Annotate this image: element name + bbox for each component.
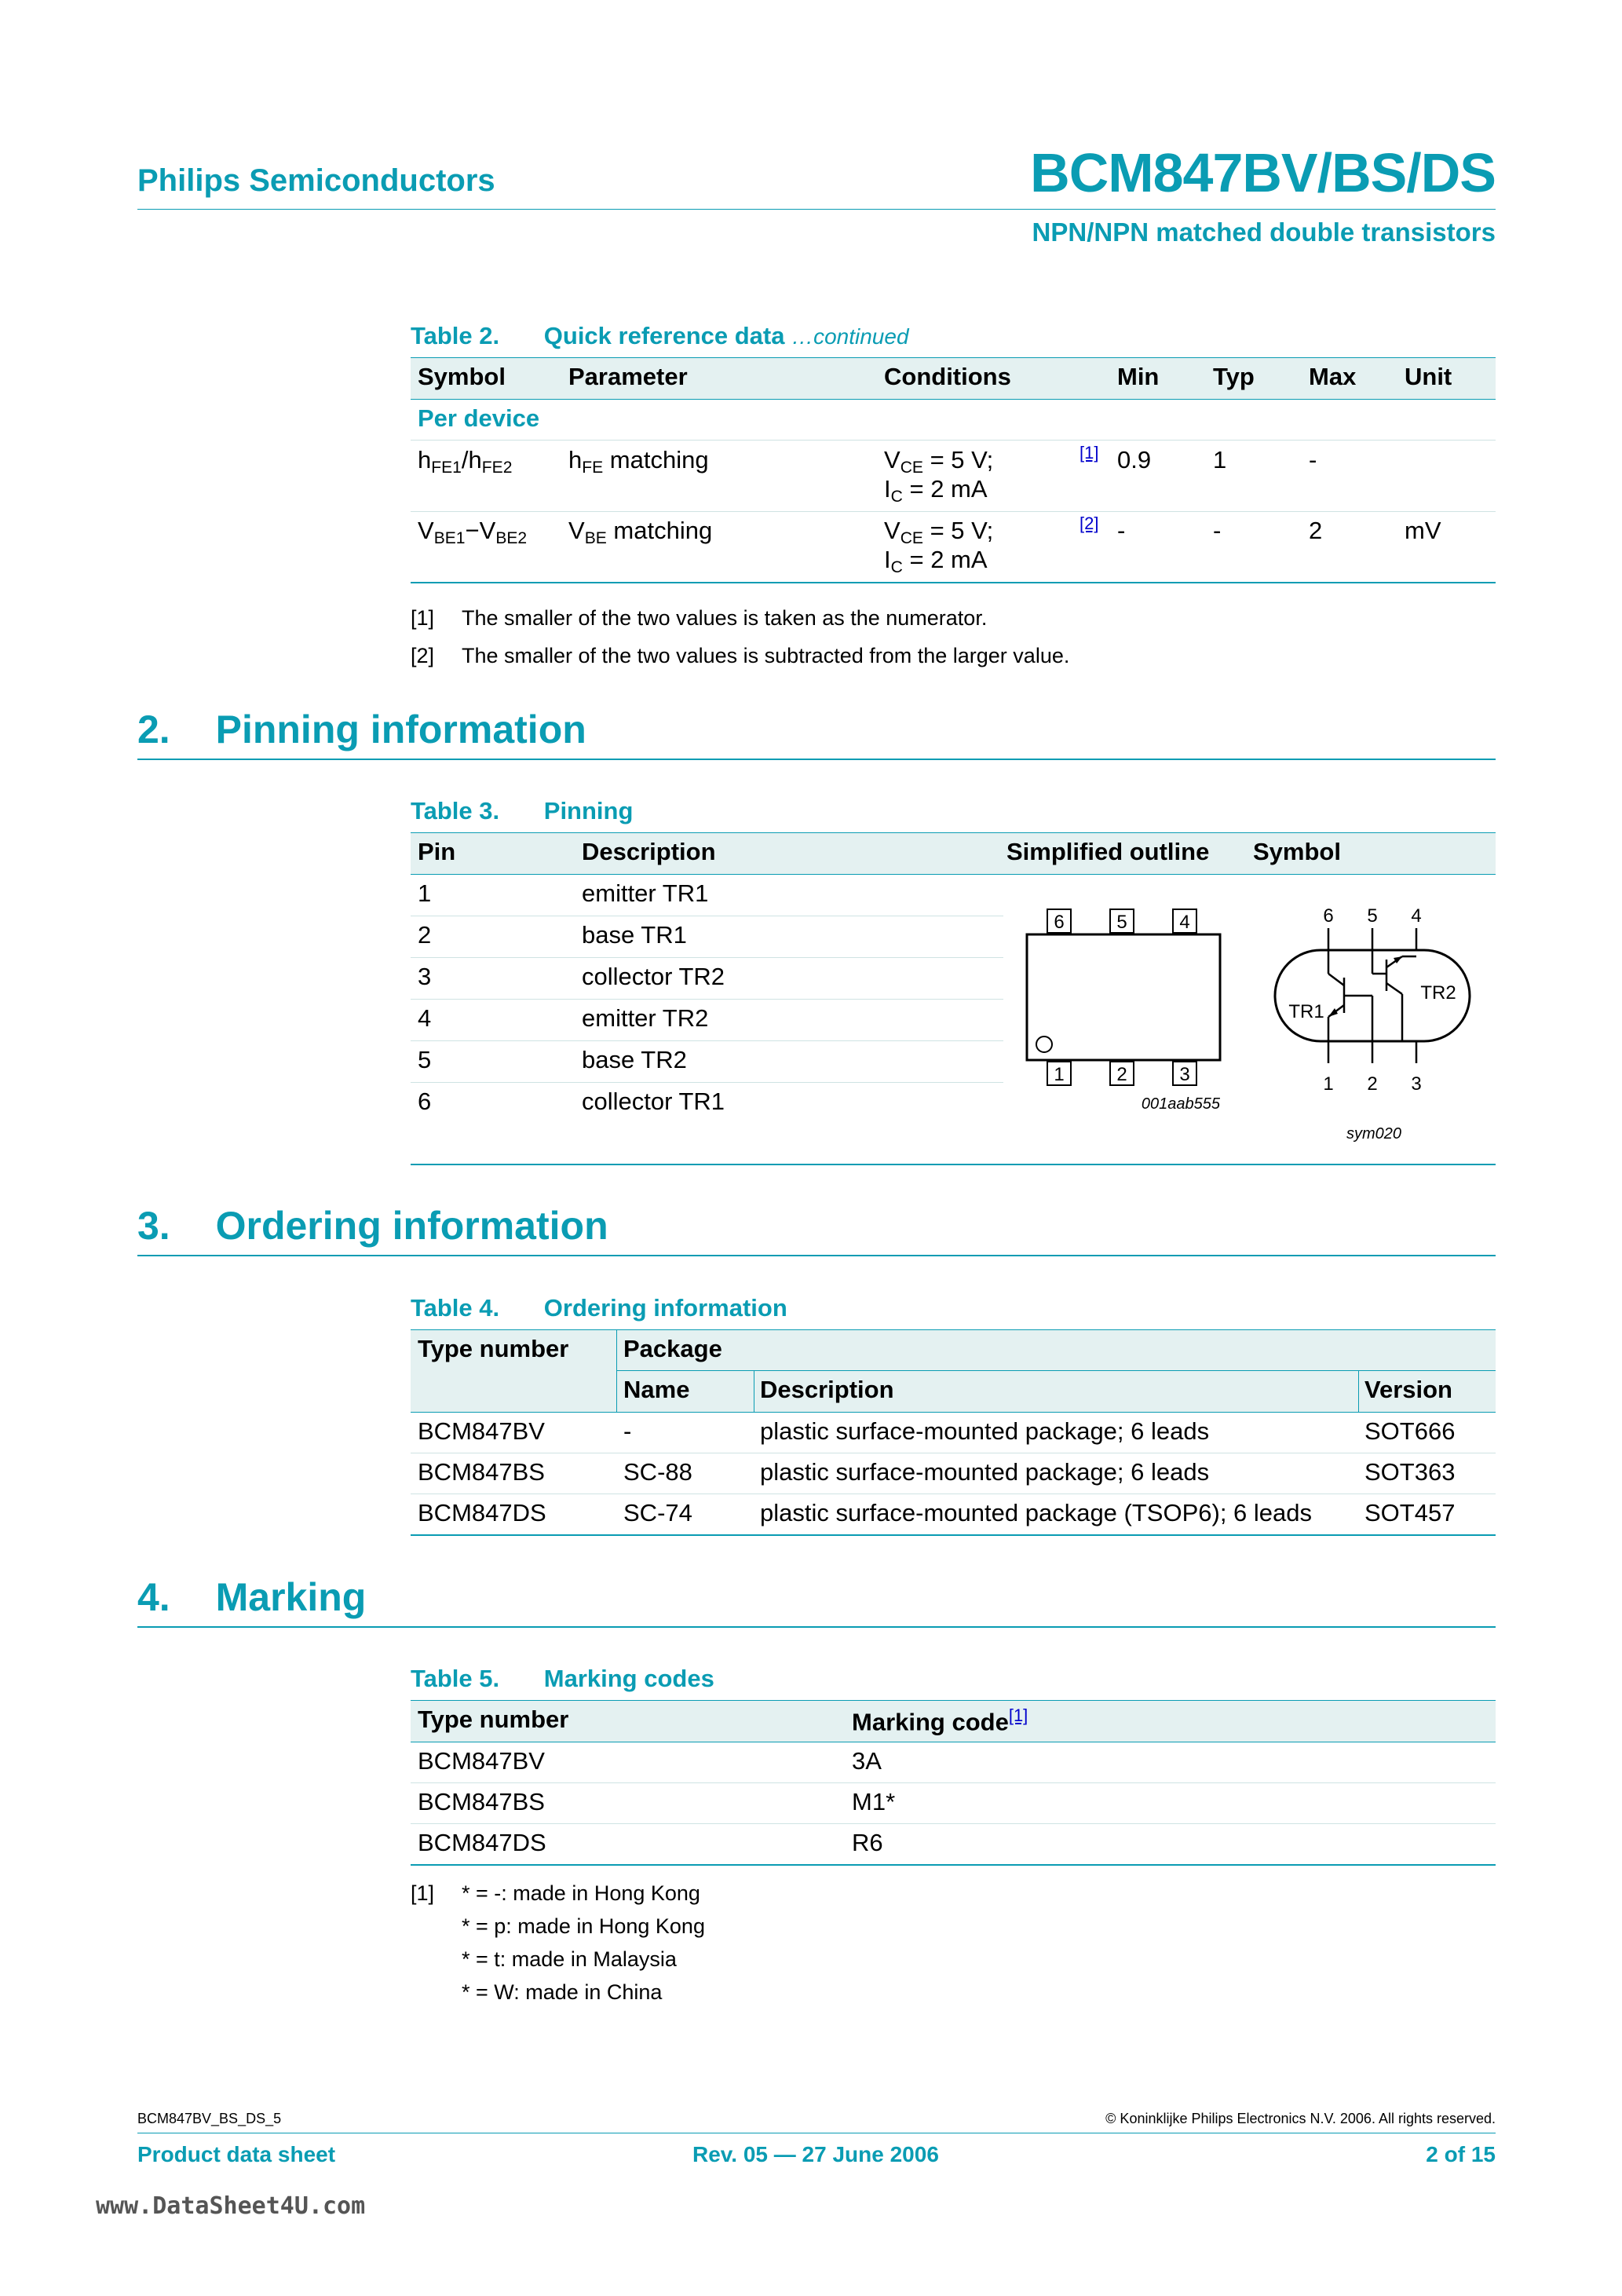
table2-row2-footnote-link[interactable]: [2]	[1080, 514, 1099, 533]
section3-heading	[137, 1203, 608, 1249]
symbol-pin-6: 6	[1323, 905, 1334, 927]
table3-number: Table 3.	[411, 797, 500, 824]
table2-col-unit: Unit	[1405, 363, 1452, 390]
table4-row3-version: SOT457	[1364, 1499, 1456, 1526]
table2-row1-footnote-link[interactable]: [1]	[1080, 443, 1099, 462]
table2-row1-symbol: $h_{FE1}/h_{FE2}$	[418, 446, 513, 477]
table2-row2-conditions-line1: $V_{CE} = 5$ V;	[884, 517, 994, 547]
table2-row1-rule	[411, 511, 1496, 512]
table3-row-rule	[411, 1082, 1003, 1083]
table2-row1-conditions-line1: $V_{CE} = 5$ V;	[884, 446, 994, 477]
table5-footnote-line2: * = p: made in Hong Kong	[462, 1914, 705, 1938]
table4-row2-name: SC-88	[623, 1458, 692, 1486]
table3-row3-desc: collector TR2	[582, 963, 725, 990]
table5-col-code: Marking code[1]	[852, 1706, 1028, 1736]
section2-rule	[137, 759, 1496, 760]
symbol-pin-5: 5	[1367, 905, 1378, 927]
table5-col-type: Type number	[418, 1706, 569, 1733]
table5-row1-type: BCM847BV	[418, 1747, 545, 1775]
table4-col-divider	[1358, 1371, 1359, 1412]
outline-pin-4: 4	[1179, 912, 1190, 933]
table2-col-parameter: Parameter	[568, 363, 688, 390]
table2-footnote2-text: The smaller of the two values is subtracted from the larger value.	[462, 644, 1070, 667]
symbol-label-tr1: TR1	[1288, 1001, 1324, 1022]
table4-row1-name: -	[623, 1417, 632, 1445]
table5-row1-code: 3A	[852, 1747, 882, 1775]
table2-col-symbol: Symbol	[418, 363, 506, 390]
table2-row2-max: 2	[1309, 517, 1323, 544]
table2-title: Quick reference data	[543, 322, 785, 349]
table2-number: Table 2.	[411, 322, 500, 349]
section2-number: 2.	[137, 707, 170, 751]
table3-row1-desc: emitter TR1	[582, 879, 709, 907]
table2-row1-min: 0.9	[1117, 446, 1152, 473]
section4-rule	[137, 1626, 1496, 1628]
table3-caption	[411, 797, 633, 825]
table2-header-rule	[411, 399, 1496, 400]
table5-row2-code: M1*	[852, 1788, 896, 1815]
symbol-pin-1: 1	[1323, 1073, 1334, 1095]
table3-col-symbol: Symbol	[1253, 838, 1341, 865]
table2-row2-typ: -	[1213, 517, 1222, 544]
table2-row2-symbol: $V_{BE1}-V_{BE2}$	[418, 517, 528, 547]
table4-title: Ordering information	[543, 1294, 787, 1322]
simplified-outline-diagram	[1003, 895, 1239, 1123]
outline-pin-5: 5	[1116, 912, 1127, 933]
table2-footnote1-mark: [1]	[411, 606, 435, 630]
table3-row-rule	[411, 1040, 1003, 1041]
table4-row3-name: SC-74	[623, 1499, 692, 1526]
outline-pin-6: 6	[1054, 912, 1065, 933]
table2-row2-unit: mV	[1405, 517, 1441, 544]
table3-row4-desc: emitter TR2	[582, 1004, 709, 1032]
table3-col-pin: Pin	[418, 838, 456, 865]
table4-col-package: Package	[623, 1335, 722, 1362]
table3-row2-pin: 2	[418, 921, 432, 949]
footer-copyright: © Koninklijke Philips Electronics N.V. 2006. All rights reserved.	[1105, 2111, 1496, 2126]
table2-row1-max: -	[1309, 446, 1317, 473]
table2-group-rule	[411, 440, 1496, 441]
table5-title: Marking codes	[543, 1665, 714, 1692]
table3-title: Pinning	[543, 797, 634, 824]
table4-caption	[411, 1294, 787, 1322]
table3-row4-pin: 4	[418, 1004, 432, 1032]
table4-row3-type: BCM847DS	[418, 1499, 546, 1526]
section2-title: Pinning information	[215, 707, 586, 751]
table2-continued: …continued	[791, 324, 909, 349]
section4-heading	[137, 1574, 366, 1620]
table5-footnote-line4: * = W: made in China	[462, 1980, 663, 2004]
table3-row-rule	[411, 957, 1003, 958]
table5-footnote-mark: [1]	[411, 1881, 435, 1905]
outline-pin-3: 3	[1179, 1064, 1190, 1085]
section3-rule	[137, 1255, 1496, 1256]
table4-row2-desc: plastic surface-mounted package; 6 leads	[760, 1458, 1210, 1486]
table5-bottom-rule	[411, 1864, 1496, 1866]
table4-row2-version: SOT363	[1364, 1458, 1456, 1486]
table5-footnote-line3: * = t: made in Malaysia	[462, 1947, 677, 1971]
table4-col-version: Version	[1364, 1376, 1452, 1403]
table3-row5-pin: 5	[418, 1046, 432, 1073]
footer-doc-id: BCM847BV_BS_DS_5	[137, 2111, 282, 2126]
outline-pin-1: 1	[1054, 1064, 1065, 1085]
table3-col-outline: Simplified outline	[1006, 838, 1210, 865]
table2-col-typ: Typ	[1213, 363, 1255, 390]
table5-row-rule	[411, 1782, 1496, 1783]
table3-row2-desc: base TR1	[582, 921, 687, 949]
table3-row3-pin: 3	[418, 963, 432, 990]
section3-title: Ordering information	[215, 1204, 608, 1248]
table4-row-rule	[411, 1493, 1496, 1494]
table2-caption	[411, 322, 909, 350]
table4-row1-type: BCM847BV	[418, 1417, 545, 1445]
section2-heading	[137, 707, 586, 752]
table3-row6-pin: 6	[418, 1088, 432, 1115]
symbol-figure-code: sym020	[1346, 1125, 1402, 1143]
table2-col-min: Min	[1117, 363, 1160, 390]
table2-row2-parameter: $V_{BE}$ matching	[568, 517, 713, 547]
table2-row1-parameter: $h_{FE}$ matching	[568, 446, 709, 477]
footer-revision: Rev. 05 — 27 June 2006	[692, 2142, 939, 2166]
section4-title: Marking	[215, 1575, 367, 1619]
table3-row1-pin: 1	[418, 879, 432, 907]
table5-row3-code: R6	[852, 1829, 883, 1856]
table4-col-type: Type number	[418, 1335, 569, 1362]
table2-group-label: Per device	[418, 404, 540, 432]
footer-page-number: 2 of 15	[1426, 2142, 1496, 2166]
table3-row6-desc: collector TR1	[582, 1088, 725, 1115]
table4-col-divider	[616, 1330, 617, 1412]
company-name: Philips Semiconductors	[137, 163, 495, 198]
table3-row-rule	[411, 999, 1003, 1000]
section3-number: 3.	[137, 1204, 170, 1248]
table3-bottom-rule	[411, 1164, 1496, 1165]
table5-caption	[411, 1665, 714, 1693]
section4-number: 4.	[137, 1575, 170, 1619]
table4-row1-desc: plastic surface-mounted package; 6 leads	[760, 1417, 1210, 1445]
document-title: BCM847BV/BS/DS	[1030, 142, 1496, 203]
document-subtitle: NPN/NPN matched double transistors	[1032, 218, 1496, 247]
table2-row1-conditions-line2: $I_C = 2$ mA	[884, 475, 988, 506]
symbol-pin-4: 4	[1411, 905, 1422, 927]
table4-col-description: Description	[760, 1376, 894, 1403]
table2-row2-min: -	[1117, 517, 1126, 544]
table4-row2-type: BCM847BS	[418, 1458, 545, 1486]
table4-col-name: Name	[623, 1376, 690, 1403]
table4-row1-version: SOT666	[1364, 1417, 1456, 1445]
transistor-symbol-diagram	[1256, 895, 1492, 1154]
table2-bottom-rule	[411, 582, 1496, 583]
table2-col-max: Max	[1309, 363, 1357, 390]
symbol-pin-3: 3	[1411, 1073, 1422, 1095]
table5-footnote-line1: * = -: made in Hong Kong	[462, 1881, 700, 1905]
outline-figure-code: 001aab555	[1141, 1095, 1220, 1113]
table5-row2-type: BCM847BS	[418, 1788, 545, 1815]
table5-number: Table 5.	[411, 1665, 500, 1692]
table2-footnote1-text: The smaller of the two values is taken as the numerator.	[462, 606, 988, 630]
footer-watermark: www.DataSheet4U.com	[96, 2192, 366, 2220]
table2-footnote2-mark: [2]	[411, 644, 435, 667]
table4-number: Table 4.	[411, 1294, 500, 1322]
footer-doc-type: Product data sheet	[137, 2142, 336, 2166]
symbol-label-tr2: TR2	[1420, 982, 1456, 1004]
table3-col-description: Description	[582, 838, 716, 865]
table4-bottom-rule	[411, 1534, 1496, 1536]
table5-col-code-footnote-link[interactable]: [1]	[1008, 1706, 1028, 1725]
table3-row5-desc: base TR2	[582, 1046, 687, 1073]
table5-row3-type: BCM847DS	[418, 1829, 546, 1856]
outline-pin-2: 2	[1116, 1064, 1127, 1085]
table3-header-rule	[411, 874, 1496, 875]
table2-row1-typ: 1	[1213, 446, 1227, 473]
table4-subheader-rule	[616, 1370, 1496, 1371]
header-rule	[137, 209, 1496, 210]
table4-header-bg	[411, 1330, 1496, 1412]
table4-header-rule	[411, 1412, 1496, 1413]
table5-row-rule	[411, 1823, 1496, 1824]
table4-row3-desc: plastic surface-mounted package (TSOP6); 6 leads	[760, 1499, 1313, 1526]
table2-col-conditions: Conditions	[884, 363, 1011, 390]
table2-row2-conditions-line2: $I_C = 2$ mA	[884, 546, 988, 576]
symbol-pin-2: 2	[1367, 1073, 1378, 1095]
